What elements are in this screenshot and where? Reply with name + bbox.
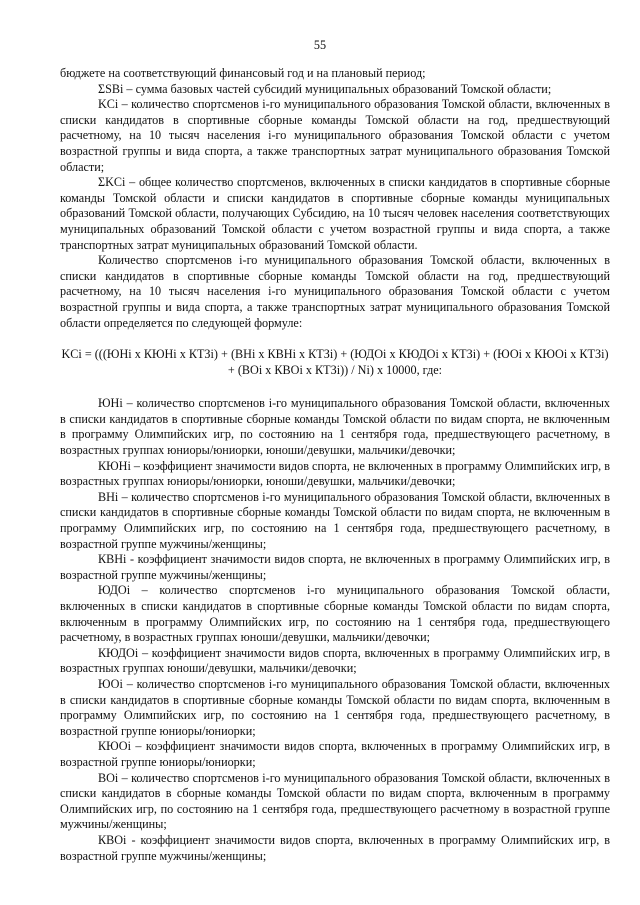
definition-item: КЮНi – коэффициент значимости видов спорта, не включенных в программу Олимпийских игр, в возрастных группах юниоры/юниорки, юноши/девушки, мальчики/девочки; bbox=[60, 458, 610, 489]
definition-item: ВОi – количество спортсменов i-го муниципального образования Томской области, включенных в списки кандидатов в сборные команды Томской области по видам спорта, включенным в программу Олимпийских игр, по состоянию на 1 сентября года, предшествующего расчетному в возрастной группе мужчины/женщины; bbox=[60, 770, 610, 832]
formula: KCi = (((ЮНi x КЮНi x КТЗi) + (ВНi x КВНi x КТЗi) + (ЮДОi x КЮДОi x КТЗi) + (ЮОi x КЮОi x КТЗi) + (ВОi x КВОi x КТЗi)) / Ni) x 10000, где: bbox=[61, 347, 609, 377]
definition-item: ЮДОi – количество спортсменов i-го муниципального образования Томской области, включенных в списки кандидатов в спортивные сборные команды Томской области по видам спорта, включенным в программу Олимпийских игр, по состоянию на 1 сентября года, предшествующего расчетному, в возрастных группах юноши/девушки, мальчики/девочки; bbox=[60, 583, 610, 645]
definition-item: ЮНi – количество спортсменов i-го муниципального образования Томской области, включенных в списки кандидатов в спортивные сборные команды Томской области по видам спорта, не включенным в программу Олимпийских игр, по состоянию на 1 сентября года, предшествующего расчетному, в возрастных группах юниоры/юниорки, юноши/девушки, мальчики/девочки; bbox=[60, 396, 610, 458]
definition-item: КЮОi – коэффициент значимости видов спорта, включенных в программу Олимпийских игр, в возрастной группе юниоры/юниорки; bbox=[60, 739, 610, 769]
definition-item: ВНi – количество спортсменов i-го муниципального образования Томской области, включенных в списки кандидатов в спортивные сборные команды Томской области по видам спорта, не включенным в программу Олимпийских игр, по состоянию на 1 сентября года, предшествующего расчетному, в возрастной группе мужчины/женщины; bbox=[60, 489, 610, 551]
definition-item: ЮОi – количество спортсменов i-го муниципального образования Томской области, включенных в списки кандидатов в спортивные сборные команды Томской области по видам спорта, включенным в программу Олимпийских игр, по состоянию на 1 сентября года, предшествующего расчетному, в возрастной группе юниоры/юниорки; bbox=[60, 676, 610, 738]
page-number: 55 bbox=[313, 38, 327, 52]
definition-sum-base-subsidies: ΣSBi – сумма базовых частей субсидий муниципальных образований Томской области; bbox=[98, 81, 552, 96]
definition-kci: KCi – количество спортсменов i-го муниципального образования Томской области, включенных в списки кандидатов в спортивные сборные команды Томской области на год, предшествующий расчетному, на 10 тысяч населения i-го муниципального образования Томской области с учетом возрастной группы и вида спорта, а также транспортных затрат муниципального образования Томской области; bbox=[60, 97, 610, 174]
definition-item: КЮДОi – коэффициент значимости видов спорта, включенных в программу Олимпийских игр, в возрастных группах юноши/девушки, мальчики/девочки; bbox=[60, 645, 610, 676]
page-body bbox=[60, 66, 610, 864]
paragraph-formula-intro: Количество спортсменов i-го муниципального образования Томской области, включенных в списки кандидатов в спортивные сборные команды Томской области на год, предшествующий расчетному, на 10 тысяч населения i-го муниципального образования Томской области с учетом возрастной группы и вида спорта, а также транспортных затрат муниципального образования Томской области определяется по следующей формуле: bbox=[60, 253, 610, 330]
definition-sum-kci: ΣKCi – общее количество спортсменов, включенных в списки кандидатов в спортивные сборные команды Томской области и списки кандидатов в спортивные сборные команды муниципальных образований Томской области, получающих Субсидию, на 10 тысяч человек населения соответствующих муниципальных образований Томской области с учетом возрастной группы и вида спорта, а также транспортных затрат муниципальных образований Томской области. bbox=[60, 175, 610, 252]
paragraph-continuation: бюджете на соответствующий финансовый год и на плановый период; bbox=[60, 66, 426, 80]
definition-item: КВНi - коэффициент значимости видов спорта, не включенных в программу Олимпийских игр, в возрастной группе мужчины/женщины; bbox=[60, 552, 610, 582]
definition-item: КВОi - коэффициент значимости видов спорта, включенных в программу Олимпийских игр, в возрастной группе мужчины/женщины; bbox=[60, 832, 610, 863]
